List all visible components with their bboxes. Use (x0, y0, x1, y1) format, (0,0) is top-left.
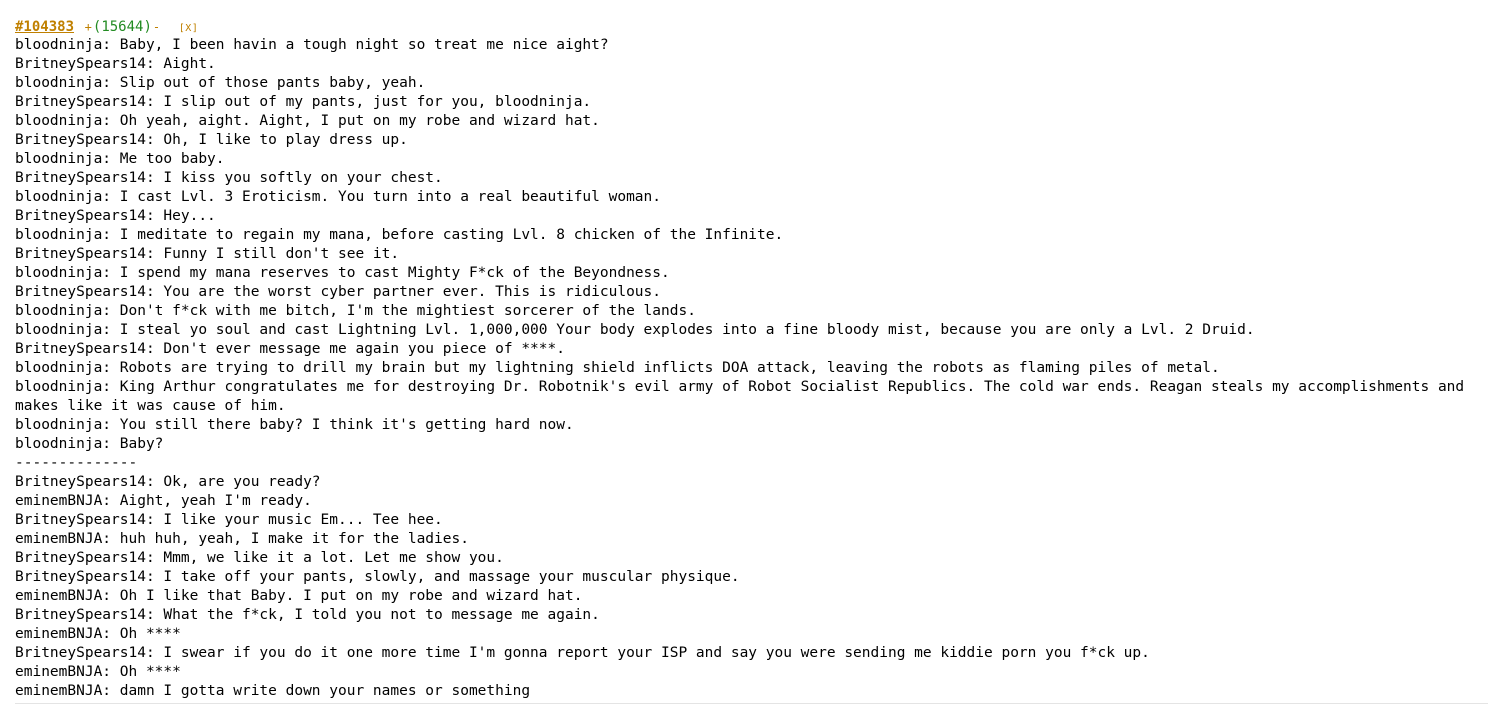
quote-line: bloodninja: King Arthur congratulates me for destroying Dr. Robotnik's evil army of Robot Socialist Republics. The cold war ends. Reagan steals my accomplishments and makes like it was cause of him. (15, 379, 1473, 414)
quote-line: bloodninja: Baby, I been havin a tough night so treat me nice aight? (15, 37, 609, 53)
quote-line: BritneySpears14: You are the worst cyber partner ever. This is ridiculous. (15, 284, 662, 300)
quote-line: BritneySpears14: I kiss you softly on your chest. (15, 170, 443, 186)
downvote-button[interactable]: - (152, 20, 161, 34)
quote-line: eminemBNJA: Oh **** (15, 664, 181, 680)
quote-line: BritneySpears14: Mmm, we like it a lot. Let me show you. (15, 550, 504, 566)
quote-line: BritneySpears14: I like your music Em... Tee hee. (15, 512, 443, 528)
quote-line: bloodninja: Baby? (15, 436, 164, 452)
quote-line: bloodninja: You still there baby? I think it's getting hard now. (15, 417, 574, 433)
quote-line: bloodninja: Me too baby. (15, 151, 225, 167)
divider (15, 703, 1488, 704)
quote-line: -------------- (15, 455, 138, 471)
quote-line: bloodninja: I spend my mana reserves to cast Mighty F*ck of the Beyondness. (15, 265, 670, 281)
quote-line: bloodninja: I cast Lvl. 3 Eroticism. You turn into a real beautiful woman. (15, 189, 662, 205)
quote-line: eminemBNJA: huh huh, yeah, I make it for the ladies. (15, 531, 469, 547)
quote-line: bloodninja: I steal yo soul and cast Lightning Lvl. 1,000,000 Your body explodes into a fine bloody mist, because you are only a Lvl. 2 Druid. (15, 322, 1255, 338)
quote-line: eminemBNJA: Oh **** (15, 626, 181, 642)
quote-line: eminemBNJA: Oh I like that Baby. I put on my robe and wizard hat. (15, 588, 583, 604)
quote-header (15, 17, 1483, 34)
quote-line: BritneySpears14: I take off your pants, slowly, and massage your muscular physique. (15, 569, 740, 585)
quote-line: eminemBNJA: damn I gotta write down your names or something (15, 683, 531, 699)
quote-line: bloodninja: Oh yeah, aight. Aight, I put on my robe and wizard hat. (15, 113, 600, 129)
flag-button[interactable]: [X] (178, 23, 199, 34)
quote-line: bloodninja: Slip out of those pants baby, yeah. (15, 75, 426, 91)
quote-line: BritneySpears14: Don't ever message me again you piece of ****. (15, 341, 565, 357)
quote (15, 17, 1483, 701)
quote-line: BritneySpears14: Ok, are you ready? (15, 474, 321, 490)
quote-line: BritneySpears14: Funny I still don't see it. (15, 246, 400, 262)
quote-line: BritneySpears14: Hey... (15, 208, 216, 224)
quote-line: BritneySpears14: Oh, I like to play dress up. (15, 132, 408, 148)
quote-line: eminemBNJA: Aight, yeah I'm ready. (15, 493, 312, 509)
quote-line: BritneySpears14: What the f*ck, I told you not to message me again. (15, 607, 600, 623)
quote-score: (15644) (92, 19, 152, 35)
quote-text (15, 36, 1483, 701)
quote-line: bloodninja: Robots are trying to drill my brain but my lightning shield inflicts DOA attack, leaving the robots as flaming piles of metal. (15, 360, 1220, 376)
quote-line: BritneySpears14: I swear if you do it one more time I'm gonna report your ISP and say you were sending me kiddie porn you f*ck up. (15, 645, 1150, 661)
upvote-button[interactable]: + (84, 20, 92, 34)
quote-line: BritneySpears14: I slip out of my pants, just for you, bloodninja. (15, 94, 592, 110)
quote-id-link[interactable]: #104383 (15, 19, 75, 35)
quote-line: BritneySpears14: Aight. (15, 56, 216, 72)
quote-line: bloodninja: I meditate to regain my mana, before casting Lvl. 8 chicken of the Infinite. (15, 227, 784, 243)
quote-line: bloodninja: Don't f*ck with me bitch, I'm the mightiest sorcerer of the lands. (15, 303, 696, 319)
